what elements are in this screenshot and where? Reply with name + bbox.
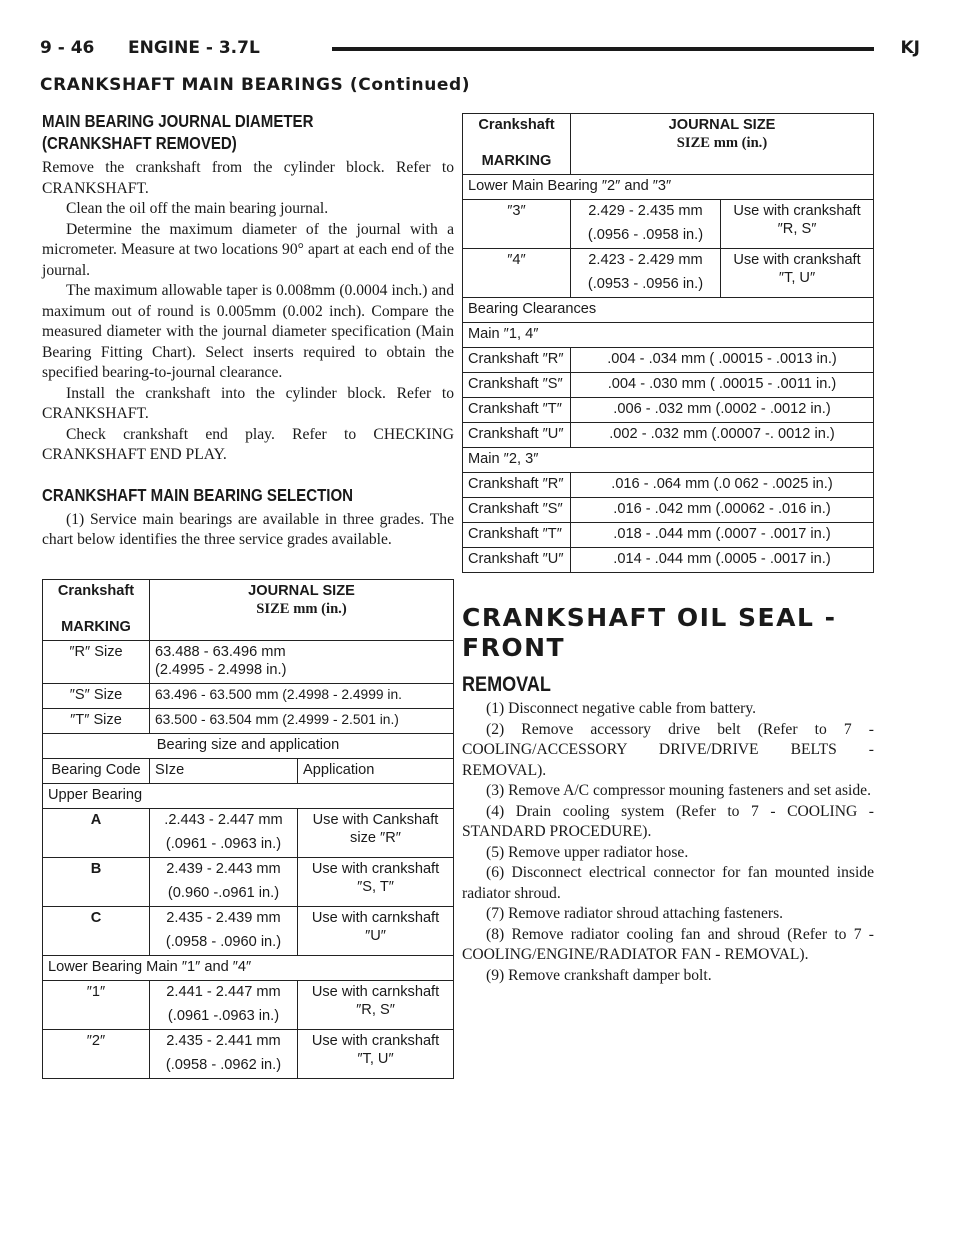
mark-cell: ″T″ Size: [43, 708, 150, 733]
application-cell: Use with carnkshaft ″U″: [298, 906, 454, 955]
step: (9) Remove crankshaft damper bolt.: [486, 966, 712, 984]
size-mm: .2.443 - 2.447 mm: [164, 811, 283, 828]
code-cell: A: [43, 808, 150, 857]
size-in: (.0956 - .0958 in.): [587, 227, 704, 243]
size-cell: [571, 200, 721, 249]
size-in: (0.960 -.o961 in.): [167, 884, 280, 901]
crankshaft-cell: Crankshaft ″T″: [463, 523, 571, 548]
section-name: ENGINE - 3.7L: [128, 38, 260, 58]
size-mm: 2.423 - 2.429 mm: [588, 252, 703, 268]
crankshaft-cell: Crankshaft ″S″: [463, 498, 571, 523]
heading-removal: REMOVAL: [462, 673, 551, 696]
paragraph: (1) Service main bearings are available in three grades. The chart below identifies the three service grades available.: [42, 510, 454, 548]
header-cell: [463, 114, 571, 175]
header-cell: [43, 579, 150, 640]
table-row: [463, 348, 874, 373]
section-cell: Lower Bearing Main ″1″ and ″4″: [43, 955, 454, 980]
section-cell: Main ″1, 4″: [463, 323, 874, 348]
application-cell: Use with crankshaft ″R, S″: [721, 200, 874, 249]
column-head-size: SIze: [150, 758, 298, 783]
value-cell: [150, 640, 454, 683]
header-size-unit: SIZE mm (in.): [676, 135, 768, 151]
paragraph: Install the crankshaft into the cylinder block. Refer to CRANKSHAFT.: [42, 384, 454, 422]
application-cell: Use with Cankshaft size ″R″: [298, 808, 454, 857]
mark-cell: ″R″ Size: [43, 640, 150, 683]
section-cell: Bearing Clearances: [463, 298, 874, 323]
left-column: [42, 110, 454, 1079]
header-crankshaft: Crankshaft: [57, 582, 135, 599]
application-cell: Use with carnkshaft ″R, S″: [298, 980, 454, 1029]
size-in: (.0958 - .0962 in.): [165, 1056, 282, 1073]
table-row: [463, 473, 874, 498]
size-mm: 2.441 - 2.447 mm: [166, 983, 281, 1000]
table-header-row: [43, 579, 454, 640]
crankshaft-cell: Crankshaft ″U″: [463, 423, 571, 448]
clearance-cell: .004 - .030 mm ( .00015 - .0011 in.): [571, 373, 874, 398]
header-crankshaft: Crankshaft: [478, 117, 555, 133]
application-cell: Use with crankshaft ″T, U″: [721, 249, 874, 298]
section-cell: Bearing size and application: [43, 733, 454, 758]
size-cell: [150, 857, 298, 906]
paragraph: The maximum allowable taper is 0.008mm (0.0004 inch.) and maximum out of round is 0.005mm (0.002 inch). Compare the measured diameter with the journal diameter specification (Main Bearing Fitting Chart). Select inserts required to obtain the specified bearing-to-journal clearance.: [42, 282, 454, 381]
page-header: [40, 38, 920, 62]
code-cell: ″3″: [463, 200, 571, 249]
value-cell: 63.500 - 63.504 mm (2.4999 - 2.501 in.): [150, 708, 454, 733]
size-in: (.0961 - .0963 in.): [165, 835, 282, 852]
table-row: [463, 200, 874, 249]
table-row: [43, 906, 454, 955]
header-journal-size: JOURNAL SIZE: [668, 117, 776, 133]
size-mm: 2.435 - 2.439 mm: [166, 909, 281, 926]
table-row: [43, 733, 454, 758]
size-in: (.0961 -.0963 in.): [167, 1007, 280, 1024]
paragraph: Clean the oil off the main bearing journal.: [66, 200, 329, 217]
header-cell: [571, 114, 874, 175]
table-row: [43, 758, 454, 783]
section-title: CRANKSHAFT OIL SEAL -: [462, 603, 837, 632]
step: (5) Remove upper radiator hose.: [486, 843, 689, 861]
paragraph: Determine the maximum diameter of the journal with a micrometer. Measure at two locations 90° apart at each end of the journal.: [42, 220, 454, 279]
step: (6) Disconnect electrical connector for fan mounted inside radiator shroud.: [462, 864, 874, 902]
size-in: (.0953 - .0956 in.): [587, 276, 704, 292]
size-mm: 2.439 - 2.443 mm: [166, 860, 281, 877]
header-rule: [332, 47, 874, 51]
step: (8) Remove radiator cooling fan and shroud (Refer to 7 - COOLING/ENGINE/RADIATOR FAN - REMOVAL).: [462, 925, 874, 963]
crankshaft-cell: Crankshaft ″R″: [463, 473, 571, 498]
table-row: [43, 1029, 454, 1078]
header-size-unit: SIZE mm (in.): [256, 600, 347, 617]
table-row: [463, 423, 874, 448]
table-row: [463, 523, 874, 548]
step: (4) Drain cooling system (Refer to 7 - COOLING - STANDARD PROCEDURE).: [462, 802, 874, 840]
header-marking: MARKING: [61, 618, 131, 635]
crankshaft-cell: Crankshaft ″T″: [463, 398, 571, 423]
table-row: [43, 857, 454, 906]
bearing-clearance-table: [462, 113, 874, 573]
table-row: [463, 298, 874, 323]
step: (2) Remove accessory drive belt (Refer to 7 - COOLING/ACCESSORY DRIVE/DRIVE BELTS - REMOVAL).: [462, 720, 874, 779]
continued-title: CRANKSHAFT MAIN BEARINGS (Continued): [40, 75, 471, 95]
clearance-cell: .018 - .044 mm (.0007 - .0017 in.): [571, 523, 874, 548]
table-row: [463, 448, 874, 473]
size-cell: [150, 980, 298, 1029]
bearing-selection-table: [42, 579, 454, 1079]
right-column: [462, 113, 874, 986]
paragraph: Remove the crankshaft from the cylinder block. Refer to CRANKSHAFT.: [42, 159, 454, 197]
value-mm: 63.488 - 63.496 mm: [155, 643, 286, 660]
clearance-cell: .014 - .044 mm (.0005 - .0017 in.): [571, 548, 874, 573]
oil-seal-section: [462, 603, 874, 986]
table-row: [463, 323, 874, 348]
step: (7) Remove radiator shroud attaching fasteners.: [486, 905, 784, 922]
crankshaft-cell: Crankshaft ″R″: [463, 348, 571, 373]
heading-journal-diameter: MAIN BEARING JOURNAL DIAMETER: [42, 111, 314, 131]
code-cell: ″4″: [463, 249, 571, 298]
model-code: KJ: [900, 38, 920, 58]
code-cell: ″1″: [43, 980, 150, 1029]
header-cell: [150, 579, 454, 640]
section-cell: Upper Bearing: [43, 783, 454, 808]
code-cell: B: [43, 857, 150, 906]
table-row: [463, 498, 874, 523]
header-journal-size: JOURNAL SIZE: [248, 582, 355, 599]
heading-bearing-selection: CRANKSHAFT MAIN BEARING SELECTION: [42, 484, 354, 505]
table-header-row: [463, 114, 874, 175]
column-head-code: Bearing Code: [43, 758, 150, 783]
mark-cell: ″S″ Size: [43, 683, 150, 708]
value-in: (2.4995 - 2.4998 in.): [155, 661, 287, 678]
table-row: [43, 955, 454, 980]
step: (3) Remove A/C compressor mouning fasteners and set aside.: [486, 782, 871, 799]
table-row: [43, 683, 454, 708]
clearance-cell: .004 - .034 mm ( .00015 - .0013 in.): [571, 348, 874, 373]
code-cell: ″2″: [43, 1029, 150, 1078]
heading-crank-removed: (CRANKSHAFT REMOVED): [42, 133, 237, 153]
table-row: [463, 373, 874, 398]
table-row: [463, 398, 874, 423]
section-cell: Main ″2, 3″: [463, 448, 874, 473]
table-row: [463, 249, 874, 298]
clearance-cell: .006 - .032 mm (.0002 - .0012 in.): [571, 398, 874, 423]
size-cell: [150, 808, 298, 857]
clearance-cell: .016 - .064 mm (.0 062 - .0025 in.): [571, 473, 874, 498]
header-marking: MARKING: [481, 153, 552, 169]
crankshaft-cell: Crankshaft ″S″: [463, 373, 571, 398]
value-cell: 63.496 - 63.500 mm (2.4998 - 2.4999 in.: [150, 683, 454, 708]
section-cell: Lower Main Bearing ″2″ and ″3″: [463, 175, 874, 200]
step: (1) Disconnect negative cable from battery.: [486, 700, 757, 717]
page-number: 9 - 46: [40, 38, 95, 58]
application-cell: Use with crankshaft ″T, U″: [298, 1029, 454, 1078]
table-row: [43, 980, 454, 1029]
size-cell: [150, 1029, 298, 1078]
application-cell: Use with crankshaft ″S, T″: [298, 857, 454, 906]
clearance-cell: .002 - .032 mm (.00007 -. 0012 in.): [571, 423, 874, 448]
code-cell: C: [43, 906, 150, 955]
table-row: [43, 708, 454, 733]
size-cell: [571, 249, 721, 298]
table-row: [463, 175, 874, 200]
section-title: FRONT: [462, 633, 566, 662]
crankshaft-cell: Crankshaft ″U″: [463, 548, 571, 573]
column-head-application: Application: [298, 758, 454, 783]
table-row: [43, 783, 454, 808]
paragraph: Check crankshaft end play. Refer to CHECKING CRANKSHAFT END PLAY.: [42, 425, 454, 463]
table-row: [43, 640, 454, 683]
size-mm: 2.429 - 2.435 mm: [588, 203, 703, 219]
size-in: (.0958 - .0960 in.): [165, 933, 282, 950]
table-row: [463, 548, 874, 573]
size-cell: [150, 906, 298, 955]
clearance-cell: .016 - .042 mm (.00062 - .016 in.): [571, 498, 874, 523]
size-mm: 2.435 - 2.441 mm: [166, 1032, 281, 1049]
table-row: [43, 808, 454, 857]
